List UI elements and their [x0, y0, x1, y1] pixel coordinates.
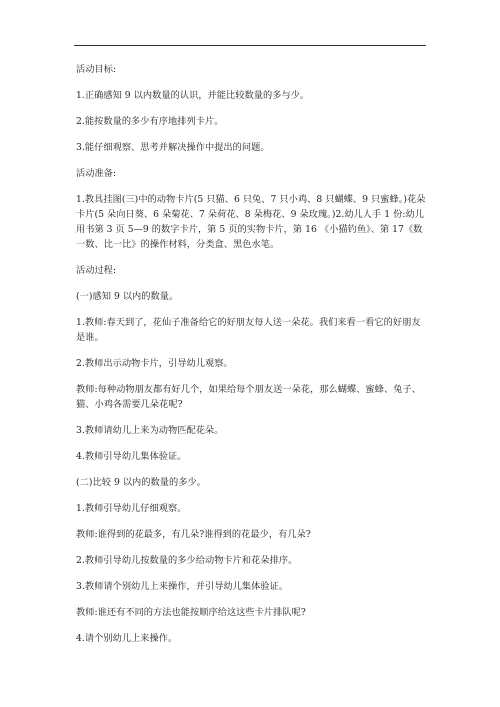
- paragraph: 2.能按数量的多少有序地排列卡片。: [76, 116, 224, 127]
- paragraph: 2.教师引导幼儿按数量的多少给动物卡片和花朵排序。: [76, 555, 298, 566]
- paragraph: 1.正确感知 9 以内数量的认识，并能比较数量的多与少。: [76, 90, 310, 101]
- section-heading-preparation: 活动准备:: [76, 168, 117, 179]
- paragraph: 教师:谁还有不同的方法也能按顺序给这这些卡片排队呢?: [76, 607, 306, 618]
- paragraph: 教师:每种动物朋友都有好几个，如果给每个朋友送一朵花，那么蝴蝶、蜜蜂、兔子、猫、小鸡各需要几朵花呢?: [76, 384, 421, 410]
- section-heading-process: 活动过程:: [76, 265, 117, 276]
- subsection-heading: (一)感知 9 以内的数量。: [76, 291, 179, 302]
- paragraph: 1.教具挂图(三)中的动物卡片(5 只猫、6 只兔、7 只小鸡、8 只蝴蝶、9 只蜜蜂。)花朵卡片(5 朵向日葵、6 朵菊花、7 朵荷花、8 朵梅花、9 朵玫瑰。)2.幼儿人手 1 份:幼儿用书第 3 页 5—9 的数字卡片，第 5 页的实物卡片，第 16 《小猫钓鱼》、第 17《数一数、比一比》的操作材料，分类盒、黑色水笔。: [76, 194, 426, 250]
- paragraph: 3.教师请个别幼儿上来操作，并引导幼儿集体验证。: [76, 581, 289, 592]
- paragraph: 3.教师请幼儿上来为动物匹配花朵。: [76, 425, 224, 436]
- paragraph: 4.请个别幼儿上来操作。: [76, 633, 178, 644]
- paragraph: 1.教师:春天到了，花仙子准备给它的好朋友每人送一朵花。我们来看一看它的好朋友是谁。: [76, 317, 421, 343]
- paragraph: 1.教师引导幼儿仔细观察。: [76, 503, 187, 514]
- subsection-heading: (二)比较 9 以内的数量的多少。: [76, 477, 206, 488]
- paragraph: 2.教师出示动物卡片，引导幼儿观察。: [76, 358, 233, 369]
- paragraph: 3.能仔细观察、思考并解决操作中提出的问题。: [76, 142, 270, 153]
- paragraph: 教师:谁得到的花最多，有几朵?谁得到的花最少，有几朵?: [76, 529, 311, 540]
- paragraph: 4.教师引导幼儿集体验证。: [76, 451, 187, 462]
- header-rule: [74, 45, 426, 46]
- section-heading-goals: 活动目标:: [76, 64, 117, 75]
- document-body: [76, 62, 428, 657]
